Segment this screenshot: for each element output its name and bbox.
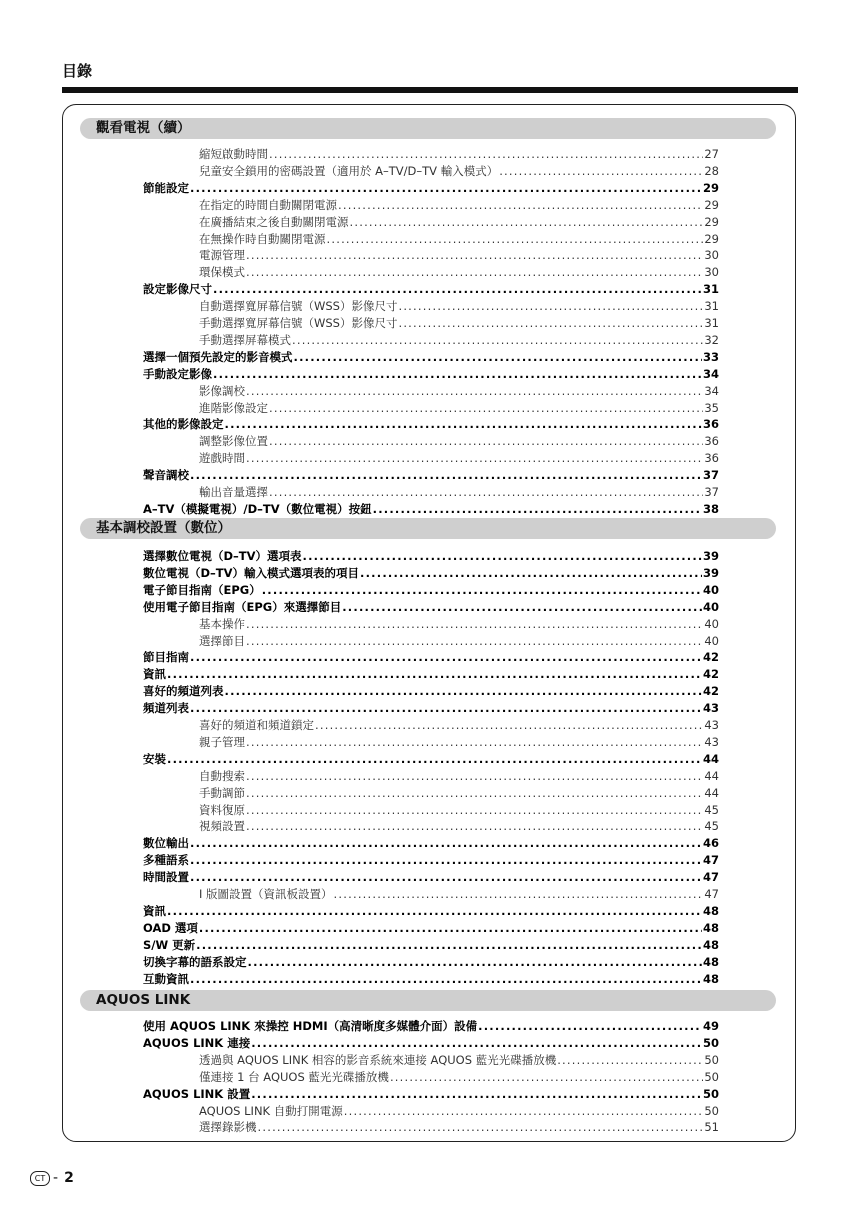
dot-leader — [499, 163, 703, 180]
toc-entry-title: 安裝 — [143, 751, 166, 766]
toc-entry-title: 手動調節 — [199, 785, 245, 800]
toc-entry-page: 45 — [704, 802, 719, 817]
toc-entry-title: 喜好的頻道和頻道鎖定 — [199, 718, 314, 732]
toc-entry[interactable] — [143, 349, 719, 366]
toc-entry-title: 數位電視（D–TV）輸入模式選項表的項目 — [143, 565, 360, 580]
toc-entry-page: 36 — [702, 417, 719, 432]
dot-leader — [478, 1018, 702, 1035]
dot-leader — [334, 886, 704, 903]
toc-entry-page: 29 — [704, 231, 719, 246]
toc-entry-page: 30 — [704, 248, 719, 263]
dot-leader — [190, 649, 702, 666]
dot-leader — [350, 214, 704, 231]
toc-entry-title: 選擇節目 — [199, 633, 245, 648]
dot-leader — [246, 818, 703, 835]
toc-entry-page: 44 — [704, 785, 719, 800]
toc-entry-title: 透過與 AQUOS LINK 相容的影音系統來連接 AQUOS 藍光光碟播放機 — [199, 1052, 557, 1067]
toc-entry-page: 43 — [704, 718, 719, 732]
toc-entry-title: AQUOS LINK 連接 — [143, 1035, 251, 1050]
toc-entry-page: 29 — [704, 197, 719, 212]
toc-entry-title: 聲音調校 — [143, 468, 189, 483]
toc-entry-page: 48 — [702, 920, 719, 935]
toc-entry[interactable] — [199, 146, 719, 163]
dot-leader — [167, 666, 702, 683]
toc-entry-page: 36 — [704, 451, 719, 466]
dot-leader — [269, 400, 703, 417]
header-rule — [62, 87, 798, 93]
toc-entry-page: 50 — [702, 1086, 719, 1101]
toc-entry-page: 42 — [702, 684, 719, 699]
dot-leader — [225, 683, 702, 700]
toc-entry-title: 輸出音量選擇 — [199, 485, 268, 499]
toc-entry-page: 46 — [702, 836, 719, 851]
toc-entry-title: A–TV（模擬電視）/D–TV（數位電視）按鈕 — [143, 501, 372, 516]
toc-entry[interactable] — [143, 180, 719, 197]
toc-entry-title: 資訊 — [143, 667, 166, 682]
toc-entry[interactable] — [199, 1069, 719, 1086]
toc-entry-title: 影像調校 — [199, 383, 245, 398]
toc-entry-title: 節能設定 — [143, 180, 189, 195]
toc-entry-title: 在無操作時自動關閉電源 — [199, 231, 326, 246]
toc-entry-page: 51 — [704, 1120, 719, 1135]
toc-entry[interactable] — [199, 383, 719, 400]
dot-leader — [342, 599, 702, 616]
toc-entry-page: 50 — [702, 1035, 719, 1050]
toc-entry-page: 29 — [704, 214, 719, 229]
toc-entry[interactable] — [143, 683, 719, 700]
toc-entry-page: 40 — [704, 633, 719, 648]
toc-entry-title: 兒童安全鎖用的密碼設置（適用於 A–TV/D–TV 輸入模式） — [199, 163, 499, 178]
toc-entry-title: 資料復原 — [199, 802, 245, 817]
toc-entry-title: 自動選擇寬屏幕信號（WSS）影像尺寸 — [199, 299, 398, 314]
toc-entry-page: 43 — [702, 701, 719, 716]
toc-entry[interactable] — [199, 163, 719, 180]
toc-entry[interactable] — [143, 366, 719, 383]
dot-leader — [246, 264, 703, 281]
toc-entry-title: 選擇一個預先設定的影音模式 — [143, 349, 293, 364]
dot-leader — [246, 768, 703, 785]
toc-entry-title: 使用電子節目指南（EPG）來選擇節目 — [143, 599, 342, 614]
dot-leader — [167, 751, 702, 768]
dot-leader — [344, 1103, 704, 1120]
dot-leader — [269, 484, 703, 501]
toc-entry-title: 手動選擇屏幕模式 — [199, 332, 291, 347]
toc-entry[interactable] — [199, 616, 719, 633]
toc-entry-title: 縮短啟動時間 — [199, 147, 268, 161]
toc-entry[interactable] — [143, 666, 719, 683]
toc-entry[interactable] — [143, 467, 719, 484]
toc-entry[interactable] — [199, 633, 719, 650]
toc-entry-page: 30 — [704, 265, 719, 280]
language-badge-icon: CT — [30, 1171, 50, 1186]
toc-entry-title: 電子節目指南（EPG） — [143, 582, 261, 597]
toc-entry[interactable] — [199, 734, 719, 751]
toc-entry[interactable] — [143, 920, 719, 937]
toc-entry-title: AQUOS LINK 設置 — [143, 1086, 251, 1101]
toc-entry-title: 選擇數位電視（D–TV）選項表 — [143, 549, 302, 563]
dot-leader — [294, 349, 702, 366]
toc-entry[interactable] — [199, 214, 719, 231]
dot-leader — [303, 548, 702, 565]
dot-leader — [246, 802, 703, 819]
toc-entry-page: 31 — [702, 282, 719, 297]
toc-entry-page: 35 — [704, 400, 719, 415]
toc-entry[interactable] — [199, 231, 719, 248]
toc-entry-title: 視頻設置 — [199, 819, 245, 834]
page-footer — [30, 1170, 74, 1186]
toc-entry-title: 時間設置 — [143, 870, 189, 885]
dot-leader — [190, 700, 702, 717]
dot-leader — [167, 903, 702, 920]
dot-leader — [557, 1052, 703, 1069]
toc-entry-page: 50 — [704, 1069, 719, 1084]
toc-entry[interactable] — [199, 1119, 719, 1136]
toc-entry-page: 31 — [704, 299, 719, 314]
toc-entry-page: 29 — [702, 180, 719, 195]
toc-entry[interactable] — [143, 548, 719, 565]
dot-leader — [327, 231, 704, 248]
toc-entry[interactable] — [199, 484, 719, 501]
toc-entry-title: 選擇錄影機 — [199, 1120, 257, 1135]
dot-leader — [246, 616, 703, 633]
dot-leader — [213, 366, 702, 383]
dot-leader — [315, 717, 703, 734]
section-header: 觀看電視（續） — [80, 118, 776, 139]
toc-entry-title: 電源管理 — [199, 248, 245, 263]
dot-leader — [246, 734, 703, 751]
toc-entry-title: 進階影像設定 — [199, 400, 268, 415]
toc-entry[interactable] — [143, 416, 719, 433]
toc-entry-title: 喜好的頻道列表 — [143, 684, 224, 699]
toc-entry[interactable] — [199, 315, 719, 332]
toc-entry-title: 調整影像位置 — [199, 434, 268, 449]
toc-entry-page: 48 — [702, 937, 719, 952]
dot-leader — [246, 247, 703, 264]
dot-leader — [360, 565, 702, 582]
toc-entry-page: 31 — [704, 316, 719, 330]
toc-entry[interactable] — [143, 971, 719, 988]
toc-entry[interactable] — [199, 1103, 719, 1120]
toc-entry-page: 43 — [704, 734, 719, 749]
toc-entry[interactable] — [143, 869, 719, 886]
toc-entry-title: 其他的影像設定 — [143, 417, 224, 432]
toc-entry[interactable] — [199, 433, 719, 450]
toc-entry-title: 資訊 — [143, 903, 166, 918]
dot-leader — [190, 852, 702, 869]
toc-entry-page: 28 — [704, 163, 719, 178]
toc-entry-page: 37 — [704, 485, 719, 499]
dot-leader — [190, 835, 702, 852]
toc-entry[interactable] — [199, 247, 719, 264]
toc-entry-page: 39 — [702, 565, 719, 580]
toc-entry-title: 基本操作 — [199, 616, 245, 631]
toc-entry-page: 50 — [704, 1103, 719, 1118]
dot-leader — [251, 1086, 702, 1103]
toc-entry[interactable] — [199, 717, 719, 734]
toc-entry-page: 39 — [702, 549, 719, 563]
toc-entry-title: 數位輸出 — [143, 836, 189, 851]
dot-leader — [225, 416, 702, 433]
section-header: 基本調校設置（數位） — [80, 518, 776, 539]
toc-entry-page: 42 — [702, 667, 719, 682]
toc-entry-title: 手動設定影像 — [143, 366, 212, 381]
toc-entry[interactable] — [143, 1018, 719, 1035]
dot-leader — [390, 1069, 703, 1086]
toc-entry-page: 40 — [702, 599, 719, 614]
toc-entry[interactable] — [143, 565, 719, 582]
toc-entry[interactable] — [199, 450, 719, 467]
toc-entry-title: 節目指南 — [143, 650, 189, 665]
toc-entry[interactable] — [199, 1052, 719, 1069]
toc-entry[interactable] — [143, 835, 719, 852]
toc-entry[interactable] — [143, 1035, 719, 1052]
dot-leader — [373, 501, 702, 518]
dot-leader — [251, 1035, 702, 1052]
dot-leader — [398, 315, 703, 332]
dot-leader — [269, 146, 703, 163]
toc-entry-page: 33 — [702, 349, 719, 364]
toc-entry-page: 45 — [704, 819, 719, 834]
toc-entry[interactable] — [143, 599, 719, 616]
toc-entry[interactable] — [199, 818, 719, 835]
toc-entry-page: 42 — [702, 650, 719, 665]
dot-leader — [338, 197, 703, 214]
toc-entry-page: 37 — [702, 468, 719, 483]
toc-entry[interactable] — [199, 332, 719, 349]
toc-entry-page: 44 — [702, 751, 719, 766]
toc-entry-page: 34 — [702, 366, 719, 381]
toc-entry[interactable] — [143, 937, 719, 954]
toc-entry-title: 互動資訊 — [143, 971, 189, 986]
toc-entry-title: 遊戲時間 — [199, 451, 245, 466]
toc-entry-page: 40 — [704, 616, 719, 631]
toc-entry-title: OAD 選項 — [143, 920, 198, 935]
toc-entry[interactable] — [199, 886, 719, 903]
toc-entry-title: 僅連接 1 台 AQUOS 藍光光碟播放機 — [199, 1069, 389, 1084]
toc-entry[interactable] — [143, 700, 719, 717]
dot-leader — [398, 298, 703, 315]
toc-entry-page: 40 — [702, 582, 719, 597]
dot-leader — [190, 971, 702, 988]
toc-entry[interactable] — [199, 264, 719, 281]
toc-entry-page: 47 — [702, 853, 719, 868]
dot-leader — [262, 582, 702, 599]
toc-entry-title: 自動搜索 — [199, 768, 245, 783]
dot-leader — [292, 332, 703, 349]
toc-entry[interactable] — [199, 197, 719, 214]
dot-leader — [246, 633, 703, 650]
toc-entry-page: 27 — [704, 147, 719, 161]
dot-leader — [246, 383, 703, 400]
toc-entry-title: 環保模式 — [199, 265, 245, 280]
dot-leader — [269, 433, 703, 450]
toc-entry-page: 48 — [702, 903, 719, 918]
toc-entry[interactable] — [143, 649, 719, 666]
dot-leader — [213, 281, 702, 298]
toc-entry-page: 34 — [704, 383, 719, 398]
toc-entry[interactable] — [143, 1086, 719, 1103]
toc-entry[interactable] — [143, 954, 719, 971]
toc-entry-title: AQUOS LINK 自動打開電源 — [199, 1103, 343, 1118]
page-number: 2 — [64, 1170, 74, 1186]
dot-leader — [248, 954, 702, 971]
dot-leader — [190, 180, 702, 197]
toc-entry[interactable] — [143, 582, 719, 599]
dot-leader — [190, 467, 702, 484]
dot-leader — [196, 937, 702, 954]
toc-entry[interactable] — [199, 802, 719, 819]
toc-entry-page: 50 — [704, 1052, 719, 1067]
toc-entry-page: 32 — [704, 332, 719, 347]
toc-entry-title: S/W 更新 — [143, 937, 196, 952]
toc-entry[interactable] — [143, 501, 719, 518]
toc-entry[interactable] — [199, 768, 719, 785]
toc-entry[interactable] — [199, 298, 719, 315]
toc-entry-title: 頻道列表 — [143, 701, 189, 716]
toc-entry-title: 使用 AQUOS LINK 來操控 HDMI（高清晰度多媒體介面）設備 — [143, 1019, 478, 1033]
toc-entry-page: 38 — [702, 501, 719, 516]
toc-entry-title: 手動選擇寬屏幕信號（WSS）影像尺寸 — [199, 316, 398, 330]
toc-entry-page: 47 — [704, 887, 719, 901]
dot-leader — [246, 785, 703, 802]
toc-entry-page: 47 — [702, 870, 719, 885]
toc-entry-page: 36 — [704, 434, 719, 449]
toc-entry-title: 在廣播結束之後自動關閉電源 — [199, 214, 349, 229]
dot-leader — [246, 450, 703, 467]
toc-entry-page: 48 — [702, 971, 719, 986]
toc-entry-page: 49 — [702, 1019, 719, 1033]
toc-entry[interactable] — [143, 281, 719, 298]
toc-entry-title: 設定影像尺寸 — [143, 282, 212, 297]
footer-separator: - — [53, 1170, 59, 1186]
page-title: 目錄 — [62, 62, 93, 80]
toc-entry-title: 親子管理 — [199, 734, 245, 749]
dot-leader — [199, 920, 702, 937]
toc-entry-title: I 版圖設置（資訊板設置） — [199, 887, 333, 901]
toc-entry[interactable] — [143, 903, 719, 920]
toc-entry[interactable] — [199, 785, 719, 802]
toc-entry[interactable] — [143, 751, 719, 768]
toc-entry[interactable] — [199, 400, 719, 417]
section-header: AQUOS LINK — [80, 990, 776, 1011]
toc-entry[interactable] — [143, 852, 719, 869]
toc-entry-title: 多種語系 — [143, 853, 189, 868]
toc-entry-page: 48 — [702, 954, 719, 969]
dot-leader — [258, 1119, 704, 1136]
toc-entry-title: 在指定的時間自動關閉電源 — [199, 197, 337, 212]
toc-entry-title: 切換字幕的語系設定 — [143, 954, 247, 969]
toc-entry-page: 44 — [704, 768, 719, 783]
dot-leader — [190, 869, 702, 886]
